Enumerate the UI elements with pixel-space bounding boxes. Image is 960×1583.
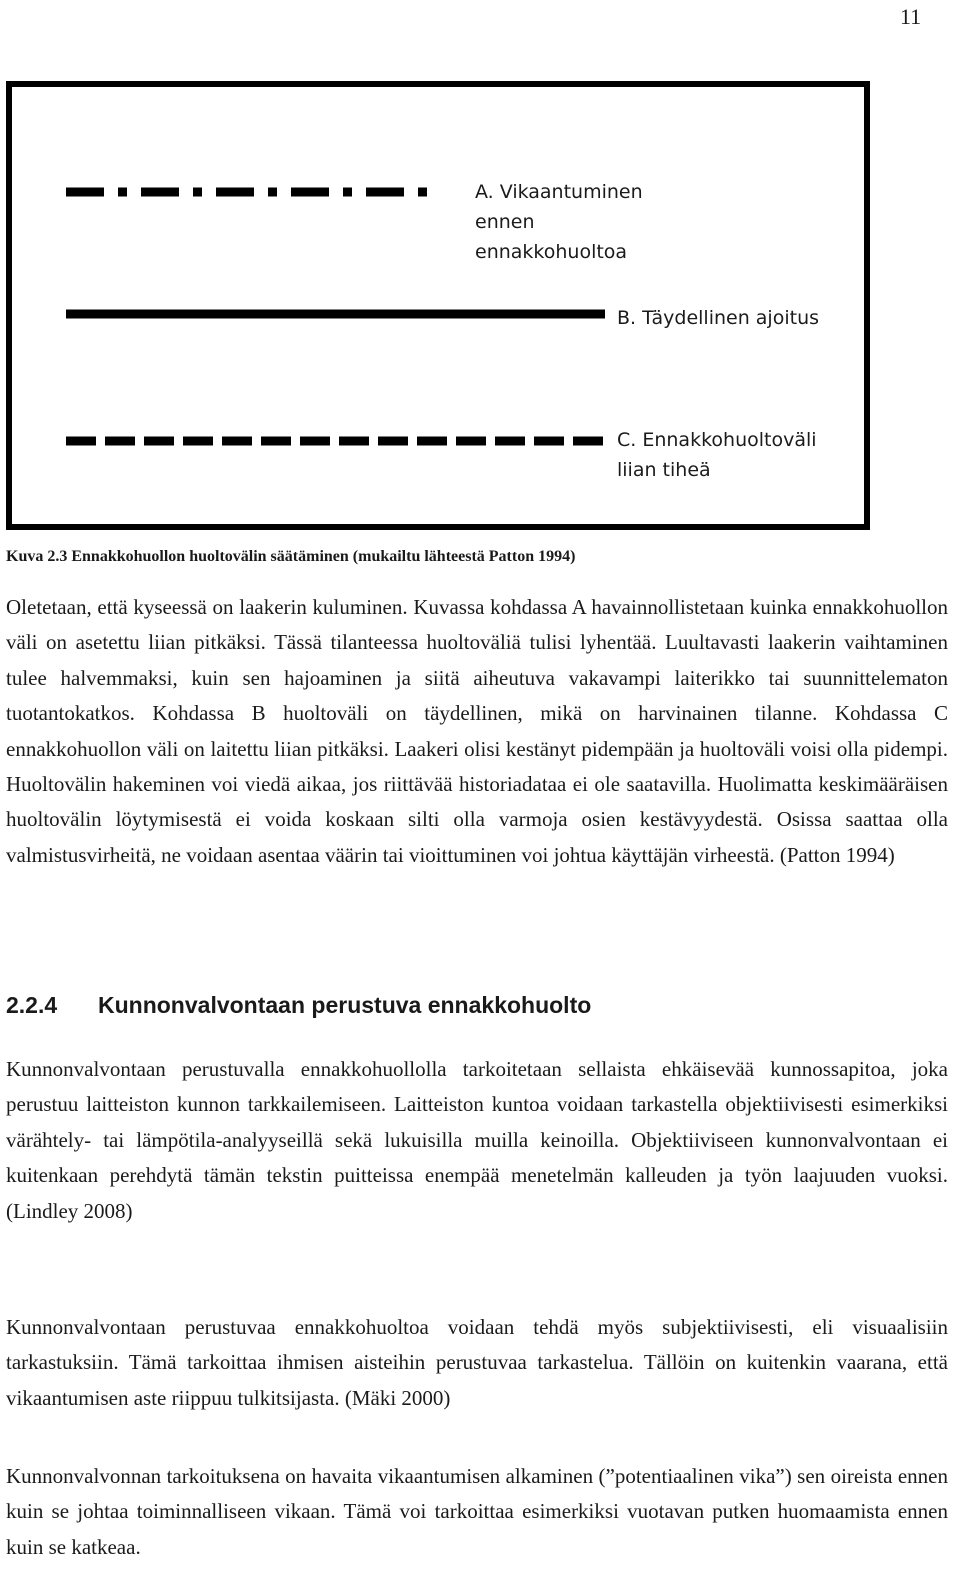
- body-paragraph-3: Kunnonvalvonnan tarkoituksena on havaita vikaantumisen alkaminen (”potentiaalinen vika”) sen oireista ennen kuin se johtaa toiminnalliseen vikaan. Tämä voi tarkoittaa esimerkiksi vuotavan putken huomaamista ennen kuin se katkeaa.: [6, 1464, 948, 1559]
- body-paragraph-1: Kunnonvalvontaan perustuvalla ennakkohuollolla tarkoitetaan sellaista ehkäisevää kunnossapitoa, joka perustuu laitteiston kunnon tarkkailemiseen. Laitteiston kuntoa voidaan tarkastella objektiivisesti esimerkiksi värähtely- tai lämpötila-analyyseillä sekä lukuisilla muilla keinoilla. Objektiiviseen kunnonvalvontaan ei kuitenkaan perehdytä tämän tekstin puitteissa enempää menetelmän kalleuden ja työn laajuuden vuoksi. (Lindley 2008): [6, 1057, 948, 1223]
- section-number: 2.2.4: [6, 992, 58, 1018]
- section-title: Kunnonvalvontaan perustuva ennakkohuolto: [98, 992, 592, 1018]
- label-b: B. Täydellinen ajoitus: [617, 307, 820, 329]
- body-paragraph-2: Kunnonvalvontaan perustuvaa ennakkohuoltoa voidaan tehdä myös subjektiivisesti, eli visuaalisiin tarkastuksiin. Tämä tarkoittaa ihmisen aisteihin perustuvaa tarkastelua. Tällöin on kuitenkin vaarana, että vikaantumisen aste riippuu tulkitsijasta. (Mäki 2000): [6, 1315, 948, 1410]
- label-a: A. Vikaantuminen ennen ennakkohuoltoa: [475, 181, 643, 263]
- page-number: 11: [900, 4, 922, 29]
- label-c: C. Ennakkohuoltoväli liian tiheä: [617, 429, 817, 481]
- paragraph-intro: Oletetaan, että kyseessä on laakerin kuluminen. Kuvassa kohdassa A havainnollistetaan kuinka ennakkohuollon väli on asetettu liian pitkäksi. Tässä tilanteessa huoltoväliä tulisi lyhentää. Luultavasti laakerin vaihtaminen tulee halvemmaksi, kuin sen hajoaminen ja siitä aiheutuva vakavampi laiterikko tai suunnittelematon tuotantokatkos. Kohdassa B huoltoväli on täydellinen, mikä on harvinainen tilanne. Kohdassa C ennakkohuollon väli on laitettu liian pitkäksi. Laakeri olisi kestänyt pidempään ja huoltoväli voisi olla pidempi. Huoltovälin hakeminen voi viedä aikaa, jos riittävää historiadataa ei ole saatavilla. Huolimatta keskimääräisen huoltovälin löytymisestä ei voida koskaan silti olla varmoja osien kestävyydestä. Osissa saattaa olla valmistusvirheitä, ne voidaan asentaa väärin tai vioittuminen voi johtua käyttäjän virheestä. (Patton 1994): [6, 595, 948, 867]
- section-heading: [6, 992, 591, 1019]
- figure-maintenance-interval: [6, 81, 870, 530]
- figure-caption: Kuva 2.3 Ennakkohuollon huoltovälin säätäminen (mukailtu lähteestä Patton 1994): [6, 548, 576, 565]
